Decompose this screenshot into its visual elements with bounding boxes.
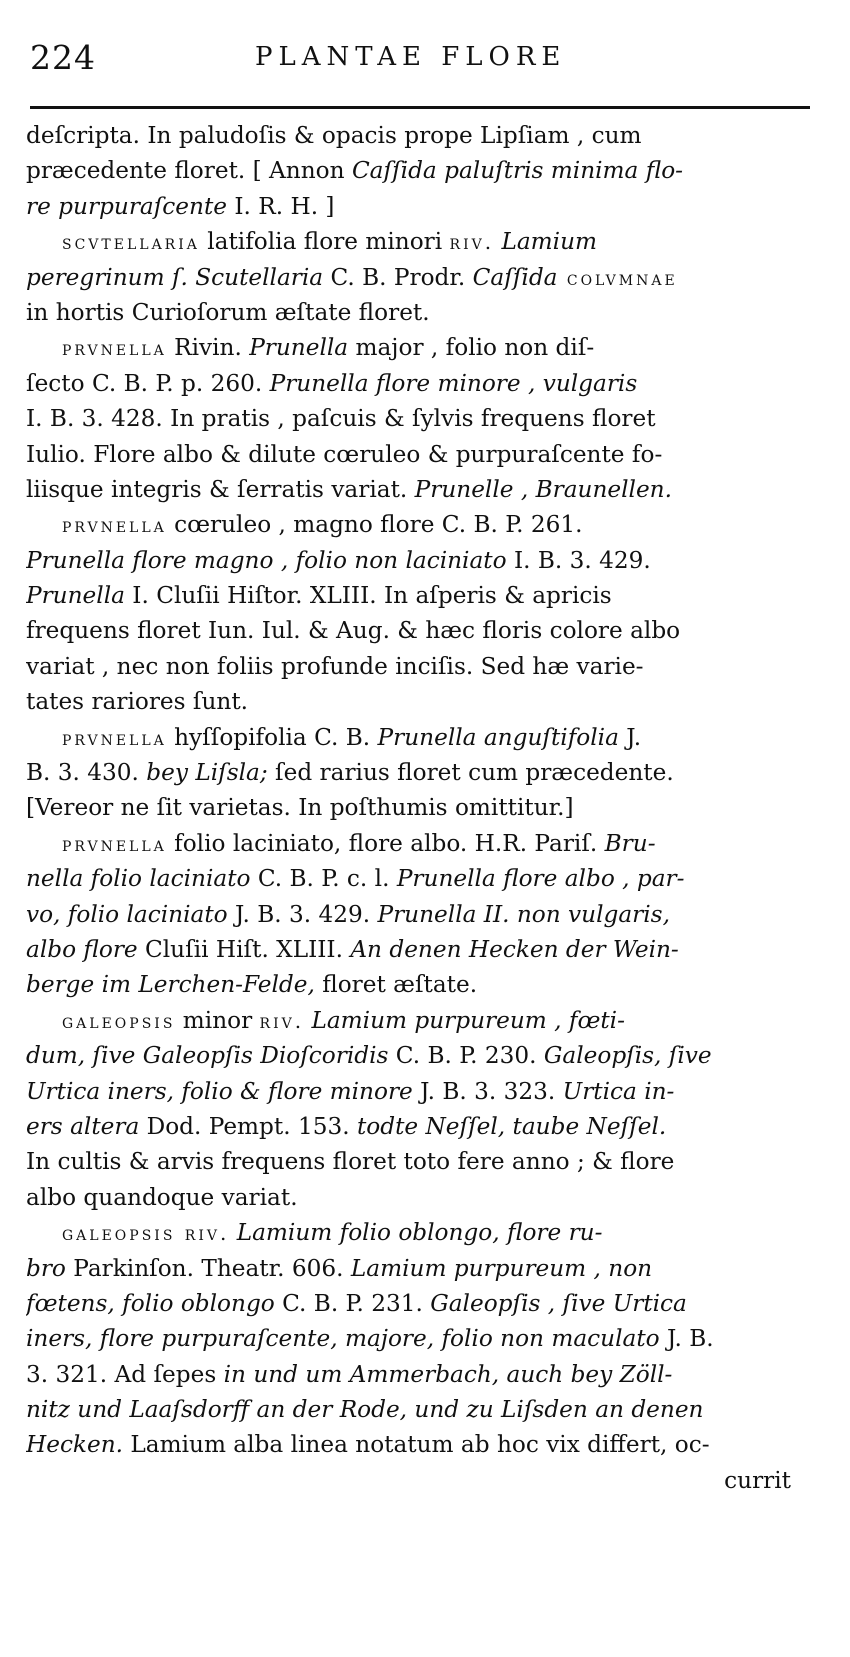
italic-text: Caſſida [472,263,558,291]
italic-text: Prunella II. non vulgaris, [377,900,670,928]
italic-text: nitz und Laaſsdorff an der Rode, und zu Liſsden an denen [26,1396,704,1424]
text-line [26,755,821,790]
italic-text: Bru- [604,829,656,857]
text-line [26,1321,821,1356]
text-segment: Rivin. [166,334,250,362]
italic-text: Prunella flore minore , vulgaris [269,369,638,397]
text-segment: præcedente floret. [ Annon [26,157,352,185]
genus-name: riv. [449,230,495,255]
genus-name: prvnella [62,336,167,361]
italic-text: vo, folio laciniato [26,900,228,928]
text-line [26,720,821,755]
text-segment: J. B. 3. 323. [412,1077,563,1105]
text-line [26,295,821,330]
body-text [26,118,821,1498]
text-segment: I. R. H. ] [227,192,335,220]
italic-text: Lamium [494,228,598,256]
genus-name: colvmnae [557,265,678,290]
text-line [26,861,821,896]
italic-text: Caſſida paluſtris minima flo- [351,157,684,185]
text-segment: latifolia flore minori [199,228,450,256]
text-segment: ſed rarius floret cum præcedente. [267,759,674,787]
text-line [26,437,821,472]
text-line [26,543,821,578]
header-rule [30,106,810,109]
text-segment: deſcripta. In paludoſis & opacis prope Lipſiam , cum [26,122,642,149]
text-line [26,1286,821,1321]
text-segment: J. B. [659,1325,714,1353]
genus-name: riv. [259,1008,305,1033]
text-line [26,1074,821,1109]
text-line [26,330,821,365]
catchword: currit [724,1466,791,1494]
italic-text: Prunella flore albo , par- [396,865,685,893]
text-segment: I. B. 3. 428. In pratis , paſcuis & ſylvis frequens floret [26,405,656,433]
text-line [26,507,821,542]
text-segment: Cluſii Hiſt. XLIII. [137,935,351,963]
running-title: PLANTAE FLORE [255,42,567,72]
italic-text: todte Neſſel, taube Neſſel. [356,1112,667,1140]
text-line [26,1003,821,1038]
text-line [26,684,821,719]
text-segment: tates rariores ſunt. [26,688,249,716]
text-segment: 3. 321. Ad ſepes [26,1360,224,1388]
text-segment: J. B. 3. 429. [227,900,378,928]
page-header [30,38,820,88]
italic-text: bey Liſsla; [146,759,268,787]
text-segment: in hortis Curioſorum æſtate floret. [26,298,430,326]
italic-text: Prunella flore magno , folio non laciniato [26,546,507,574]
text-line [26,401,821,436]
italic-text: An denen Hecken der Wein- [350,935,679,963]
text-line [26,1357,821,1392]
italic-text: fœtens, folio oblongo [26,1289,275,1317]
text-segment: Lamium alba linea notatum ab hoc vix differt, oc- [123,1431,710,1459]
text-segment: floret æſtate. [314,971,478,999]
text-line [26,1038,821,1073]
italic-text: Hecken. [26,1431,124,1459]
text-segment: C. B. Prodr. [323,263,473,291]
italic-text: Urtica in- [562,1077,675,1105]
text-line [26,1427,821,1462]
italic-text: Prunella anguſtifolia [377,723,619,751]
text-segment: Iulio. Flore albo & dilute cœruleo & purpuraſcente fo- [26,440,663,468]
italic-text: Lamium purpureum , fœti- [304,1006,625,1034]
text-segment: ſecto C. B. P. p. 260. [26,369,270,397]
text-line [26,613,821,648]
text-line [26,472,821,507]
text-line [26,153,821,188]
genus-name: galeopsis [62,1221,176,1246]
text-line [26,897,821,932]
genus-name: prvnella [62,831,167,856]
text-line [26,649,821,684]
text-line [26,1392,821,1427]
text-line [26,1109,821,1144]
text-line [26,118,821,153]
text-segment: cœruleo , magno flore C. B. P. 261. [166,511,583,539]
italic-text: dum, ſive Galeopſis Dioſcoridis [26,1042,389,1070]
italic-text: Prunella [26,582,125,610]
text-segment: folio laciniato, flore albo. H.R. Pariſ. [166,829,605,857]
text-segment: frequens floret Iun. Iul. & Aug. & hæc floris colore albo [26,617,681,645]
text-line [26,1215,821,1250]
text-line [26,1180,821,1215]
italic-text: iners, flore purpuraſcente, majore, folio non maculato [26,1325,660,1353]
italic-text: Lamium purpureum , non [350,1254,653,1282]
text-segment: Dod. Pempt. 153. [139,1112,357,1140]
text-line [26,1144,821,1179]
text-line [26,224,821,259]
italic-text: in und um Ammerbach, auch bey Zöll- [223,1360,673,1388]
italic-text: berge im Lerchen-Felde, [26,971,315,999]
text-line [26,826,821,861]
text-segment: major , folio non diſ- [348,334,595,362]
text-segment: [Vereor ne ſit varietas. In poſthumis omittitur.] [26,794,574,822]
italic-text: ers altera [26,1112,140,1140]
genus-name: prvnella [62,513,167,538]
text-segment: J. [618,723,642,751]
text-segment: I. Cluſii Hiſtor. XLIII. In aſperis & apricis [124,582,612,610]
italic-text: nella folio laciniato [26,865,251,893]
italic-text: bro [26,1254,66,1282]
text-segment: albo quandoque variat. [26,1183,298,1211]
text-segment: C. B. P. c. l. [250,865,397,893]
italic-text: Lamium folio oblongo, flore ru- [229,1219,603,1247]
text-segment: liisque integris & ſerratis variat. [26,475,415,503]
italic-text: Prunella [249,334,349,362]
text-line [26,578,821,613]
italic-text: Galeopſis , ſive Urtica [430,1289,687,1317]
italic-text: peregrinum ſ. Scutellaria [26,263,324,291]
text-segment: C. B. P. 230. [388,1042,544,1070]
italic-text: re purpuraſcente [26,192,227,220]
italic-text: albo flore [26,935,138,963]
text-segment: B. 3. 430. [26,759,147,787]
genus-name: riv. [175,1221,230,1246]
text-line [26,1251,821,1286]
text-segment: In cultis & arvis frequens floret toto fere anno ; & flore [26,1148,675,1176]
text-line [26,260,821,295]
text-segment: I. B. 3. 429. [506,546,651,574]
text-segment: minor [175,1006,260,1034]
italic-text: Galeopſis, ſive [543,1042,712,1070]
text-line [26,967,821,1002]
text-segment: hyſſopifolia C. B. [166,723,378,751]
text-segment: Parkinſon. Theatr. 606. [65,1254,351,1282]
genus-name: galeopsis [62,1008,176,1033]
text-segment: C. B. P. 231. [274,1289,431,1317]
italic-text: Urtica iners, folio & flore minore [26,1077,413,1105]
text-line [26,932,821,967]
italic-text: Prunelle , Braunellen. [414,475,672,503]
genus-name: prvnella [62,725,167,750]
text-line [26,366,821,401]
text-line [26,189,821,224]
text-line [26,790,821,825]
genus-name: scvtellaria [62,230,200,255]
page-number: 224 [30,38,96,77]
text-segment: variat , nec non foliis profunde inciſis. Sed hæ varie- [26,652,644,680]
